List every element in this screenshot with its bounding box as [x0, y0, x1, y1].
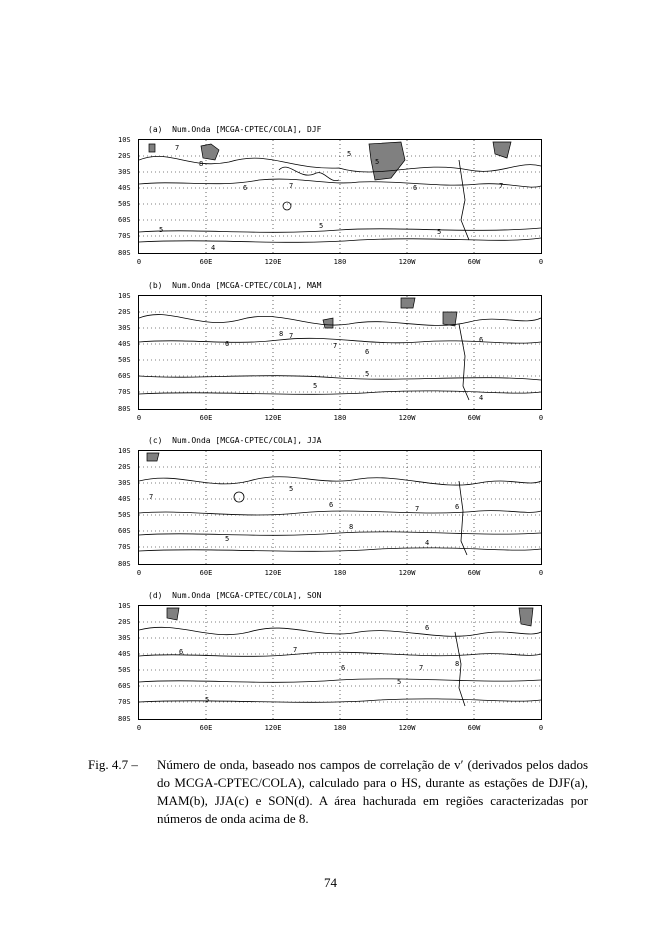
contour-label: 6 — [179, 648, 184, 656]
x-tick-label: 0 — [136, 569, 142, 577]
y-tick-label: 60S — [118, 682, 131, 690]
x-tick-label: 120W — [398, 569, 416, 577]
x-tick-label: 0 — [538, 569, 544, 577]
x-tick-label: 60W — [467, 724, 481, 732]
x-tick-label: 0 — [538, 724, 544, 732]
y-tick-label: 20S — [118, 618, 131, 626]
x-tick-label: 0 — [538, 258, 544, 266]
contour-label: 8 — [199, 160, 204, 168]
y-tick-label: 30S — [118, 168, 131, 176]
contour-label: 6 — [413, 184, 418, 192]
x-tick-label: 180 — [333, 414, 347, 422]
contour-label: 7 — [149, 493, 154, 501]
y-tick-label: 30S — [118, 324, 131, 332]
caption-text: Número de onda, baseado nos campos de correlação de v′ (derivados pelos dados do MCGA-CPTEC/COLA), calculado para o HS, durante as estações de DJF(a), MAM(b), JJA(c) e SON(d). A área hachurada em regiões caracterizadas por números de onda acima de 8. — [157, 757, 588, 826]
x-tick-label: 60W — [467, 414, 481, 422]
y-tick-label: 80S — [118, 715, 131, 723]
x-tick-label: 120E — [264, 569, 282, 577]
contour-label: 5 — [225, 535, 230, 543]
y-tick-label: 30S — [118, 479, 131, 487]
contour-label: 7 — [333, 342, 338, 350]
y-tick-label: 50S — [118, 356, 131, 364]
panel-title-c: (c) Num.Onda [MCGA-CPTEC/COLA], JJA — [148, 436, 322, 445]
x-tick-label: 180 — [333, 724, 347, 732]
contour-label: 6 — [341, 664, 346, 672]
contour-label: 7 — [499, 182, 504, 190]
y-tick-label: 40S — [118, 340, 131, 348]
contour-label: 5 — [159, 226, 164, 234]
y-tick-label: 50S — [118, 666, 131, 674]
contour-label: 6 — [243, 184, 248, 192]
x-tick-label: 120W — [398, 724, 416, 732]
y-tick-label: 80S — [118, 560, 131, 568]
contour-label: 5 — [375, 158, 380, 166]
y-tick-label: 10S — [118, 292, 131, 300]
x-tick-label: 60W — [467, 258, 481, 266]
contour-label: 7 — [293, 646, 298, 654]
x-tick-label: 60E — [199, 724, 213, 732]
contour-label: 4 — [479, 394, 484, 402]
y-tick-label: 80S — [118, 405, 131, 413]
y-tick-label: 40S — [118, 495, 131, 503]
x-tick-label: 120E — [264, 414, 282, 422]
x-tick-label: 180 — [333, 569, 347, 577]
contour-label: 6 — [479, 336, 484, 344]
contour-label: 4 — [211, 244, 216, 252]
y-tick-label: 40S — [118, 650, 131, 658]
x-tick-label: 0 — [136, 258, 142, 266]
contour-label: 7 — [289, 332, 294, 340]
x-tick-label: 180 — [333, 258, 347, 266]
contour-label: 5 — [313, 382, 318, 390]
contour-label: 8 — [455, 660, 460, 668]
contour-label: 5 — [365, 370, 370, 378]
contour-map-a — [139, 140, 541, 253]
contour-label: 6 — [455, 503, 460, 511]
x-tick-label: 60E — [199, 569, 213, 577]
x-tick-label: 60E — [199, 258, 213, 266]
x-tick-label: 0 — [136, 724, 142, 732]
y-tick-label: 60S — [118, 527, 131, 535]
contour-label: 6 — [225, 340, 230, 348]
y-tick-label: 30S — [118, 634, 131, 642]
x-tick-label: 120W — [398, 258, 416, 266]
y-tick-label: 40S — [118, 184, 131, 192]
y-tick-label: 60S — [118, 216, 131, 224]
y-tick-label: 20S — [118, 308, 131, 316]
x-tick-label: 120W — [398, 414, 416, 422]
x-tick-label: 60W — [467, 569, 481, 577]
contour-label: 6 — [365, 348, 370, 356]
contour-map-c — [139, 451, 541, 564]
y-tick-label: 20S — [118, 152, 131, 160]
contour-label: 7 — [415, 505, 420, 513]
contour-map-d — [139, 606, 541, 719]
x-tick-label: 0 — [538, 414, 544, 422]
y-tick-label: 10S — [118, 447, 131, 455]
contour-map-b — [139, 296, 541, 409]
panel-title-b: (b) Num.Onda [MCGA-CPTEC/COLA], MAM — [148, 281, 322, 290]
contour-label: 7 — [289, 182, 294, 190]
y-tick-label: 50S — [118, 511, 131, 519]
contour-label: 5 — [397, 678, 402, 686]
map-panel-a — [138, 139, 542, 254]
y-tick-label: 70S — [118, 543, 131, 551]
y-tick-label: 10S — [118, 602, 131, 610]
x-tick-label: 0 — [136, 414, 142, 422]
x-tick-label: 60E — [199, 414, 213, 422]
contour-label: 7 — [419, 664, 424, 672]
caption-label: Fig. 4.7 – — [88, 757, 138, 772]
y-tick-label: 70S — [118, 232, 131, 240]
x-tick-label: 120E — [264, 258, 282, 266]
map-panel-d — [138, 605, 542, 720]
y-tick-label: 10S — [118, 136, 131, 144]
contour-label: 7 — [175, 144, 180, 152]
contour-label: 5 — [289, 485, 294, 493]
map-panel-c — [138, 450, 542, 565]
map-panel-b — [138, 295, 542, 410]
contour-label: 8 — [279, 330, 284, 338]
figure-caption — [88, 756, 588, 828]
y-tick-label: 80S — [118, 249, 131, 257]
page-number: 74 — [324, 875, 337, 890]
y-tick-label: 60S — [118, 372, 131, 380]
x-tick-label: 120E — [264, 724, 282, 732]
panel-title-d: (d) Num.Onda [MCGA-CPTEC/COLA], SON — [148, 591, 322, 600]
panel-title-a: (a) Num.Onda [MCGA-CPTEC/COLA], DJF — [148, 125, 322, 134]
contour-label: 4 — [425, 539, 430, 547]
contour-label: 6 — [329, 501, 334, 509]
contour-label: 5 — [319, 222, 324, 230]
y-tick-label: 70S — [118, 388, 131, 396]
contour-label: 5 — [205, 696, 210, 704]
contour-label: 8 — [349, 523, 354, 531]
contour-label: 5 — [347, 150, 352, 158]
contour-label: 5 — [437, 228, 442, 236]
y-tick-label: 20S — [118, 463, 131, 471]
y-tick-label: 50S — [118, 200, 131, 208]
contour-label: 6 — [425, 624, 430, 632]
y-tick-label: 70S — [118, 698, 131, 706]
